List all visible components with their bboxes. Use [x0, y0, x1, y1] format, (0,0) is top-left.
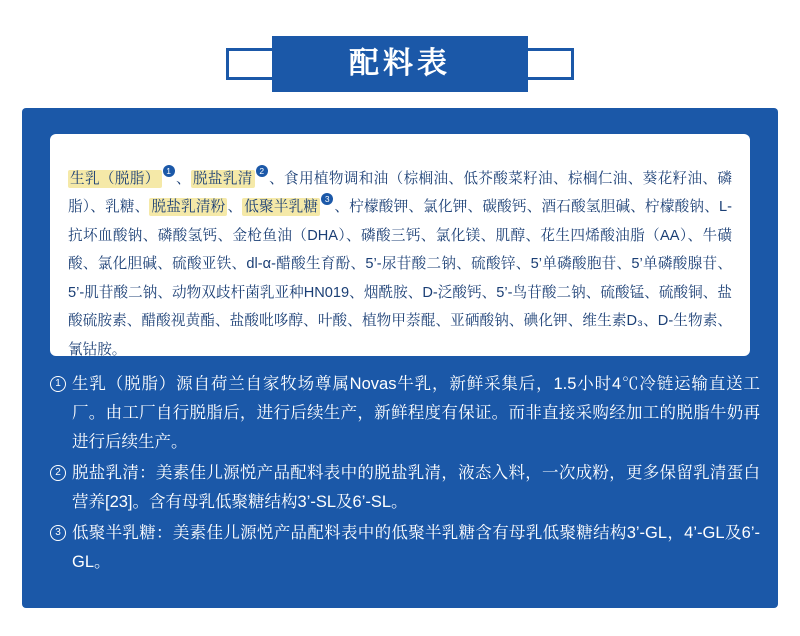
ingredients-paragraph: 生乳（脱脂） 1 、 脱盐乳清 2 、食用植物调和油（棕榈油、低芥酸菜籽油、棕榈仁油、葵花籽油、磷脂）、乳糖、 脱盐乳清粉 、 低聚半乳糖 3 、柠檬酸钾、氯化钾、碳酸钙、酒石酸氢胆碱、柠檬酸钠、L-抗坏血酸钠、磷酸氢钙、金枪鱼油（DHA）、磷酸三钙、氯化镁、肌醇、花生四烯酸油脂（AA）、牛磺酸、氯化胆碱、硫酸亚铁、dl-α-醋酸生育酚、5’-尿苷酸二钠、硫酸锌、5’单磷酸胞苷、5’单磷酸腺苷、5’-肌苷酸二钠、动物双歧杆菌乳亚种HN019、烟酰胺、D-泛酸钙、5’-鸟苷酸二钠、硫酸锰、硫酸铜、盐酸硫胺素、醋酸视黄酯、盐酸吡哆醇、叶酸、植物甲萘醌、亚硒酸钠、碘化钾、维生素D₃、D-生物素、氰钴胺。	[68, 165, 732, 358]
footnote-text-1: 生乳（脱脂）源自荷兰自家牧场尊属Novas牛乳，新鲜采集后，1.5小时4℃冷链运输直送工厂。由工厂自行脱脂后，进行后续生产，新鲜程度有保证。而非直接采购经加工的脱脂牛奶再进行后续生产。	[72, 375, 760, 451]
footnote-bullet-1-icon: 1	[50, 376, 66, 392]
footnote-marker-1-icon: 1	[163, 165, 175, 177]
footnote-item	[50, 519, 760, 577]
footnote-item	[50, 370, 760, 457]
footnote-item	[50, 459, 760, 517]
title-banner	[0, 34, 800, 94]
ingredient-highlight-gos: 低聚半乳糖	[244, 199, 319, 216]
footnote-bullet-3-icon: 3	[50, 525, 66, 541]
ingredient-highlight-raw-milk: 生乳（脱脂）	[70, 170, 160, 187]
ingredients-segment-2: 、柠檬酸钾、氯化钾、碳酸钙、酒石酸氢胆碱、柠檬酸钠、L-抗坏血酸钠、磷酸氢钙、金枪鱼油（DHA）、磷酸三钙、氯化镁、肌醇、花生四烯酸油脂（AA）、牛磺酸、氯化胆碱、硫酸亚铁、dl-α-醋酸生育酚、5’-尿苷酸二钠、硫酸锌、5’单磷酸胞苷、5’单磷酸腺苷、5’-肌苷酸二钠、动物双歧杆菌乳亚种HN019、烟酰胺、D-泛酸钙、5’-鸟苷酸二钠、硫酸锰、硫酸铜、盐酸硫胺素、醋酸视黄酯、盐酸吡哆醇、叶酸、植物甲萘醌、亚硒酸钠、碘化钾、维生素D₃、D-生物素、氰钴胺。	[68, 199, 732, 358]
title-wing-right-decoration	[528, 48, 574, 80]
footnote-bullet-2-icon: 2	[50, 465, 66, 481]
ingredient-highlight-desalted-whey: 脱盐乳清	[192, 170, 253, 187]
ingredient-highlight-desalted-whey-powder: 脱盐乳清粉	[151, 199, 226, 216]
panel-inner	[36, 122, 764, 594]
title-wing-left-decoration	[226, 48, 272, 80]
footnote-text-3: 低聚半乳糖：美素佳儿源悦产品配料表中的低聚半乳糖含有母乳低聚糖结构3’-GL，4’-GL及6’-GL。	[72, 524, 760, 571]
ingredients-segment-1: 、食用植物调和油（棕榈油、低芥酸菜籽油、棕榈仁油、葵花籽油、磷脂）、乳糖、	[68, 170, 732, 216]
ingredients-card	[50, 134, 750, 356]
page-title: 配料表	[349, 47, 451, 80]
footnote-marker-2-icon: 2	[256, 165, 268, 177]
footnote-text-2: 脱盐乳清：美素佳儿源悦产品配料表中的脱盐乳清，液态入料，一次成粉，更多保留乳清蛋白营养[23]。含有母乳低聚糖结构3’-SL及6’-SL。	[72, 464, 760, 511]
footnote-marker-3-icon: 3	[321, 193, 333, 205]
footnotes-list	[50, 370, 760, 579]
title-box	[272, 36, 528, 92]
ingredients-panel	[22, 108, 778, 608]
